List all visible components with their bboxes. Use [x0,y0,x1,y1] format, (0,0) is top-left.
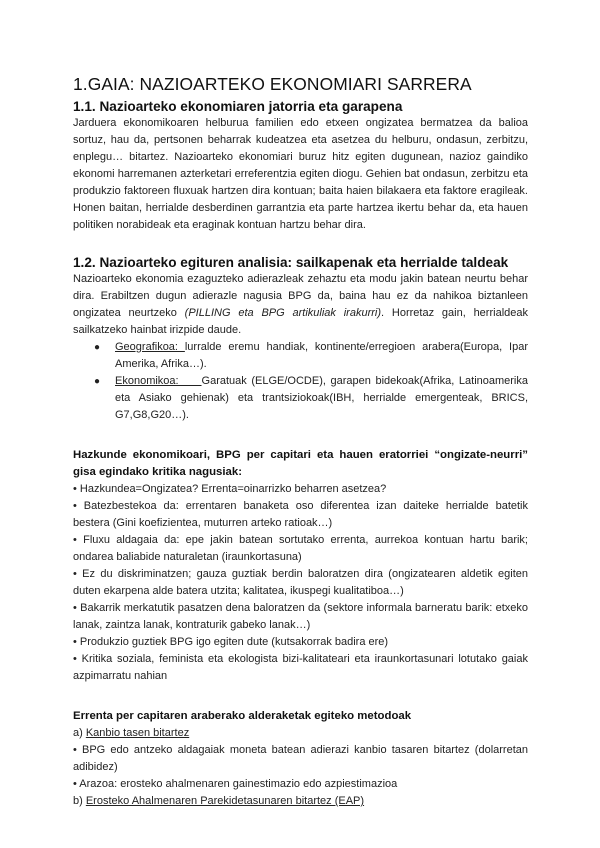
classification-list [73,339,528,424]
section-2-body [73,271,528,339]
section-2-heading: 1.2. Nazioarteko egituren analisia: sailkapenak eta herrialde taldeak [73,255,509,270]
list-item-label: Ekonomikoa: [115,375,202,387]
list-item-text: lurralde eremu handiak, kontinente/erregioen arabera(Europa, Ipar Amerika, Afrika…). [115,341,528,370]
section-1-heading: 1.1. Nazioarteko ekonomiaren jatorria eta garapena [73,99,403,114]
critique-item: • Batezbestekoa da: errentaren banaketa oso diferentea izan daiteke herrialde batetik bestera (Gini koefizientea, muturren arteko ratioak…) [73,500,528,529]
bullet-icon: ● [94,376,101,387]
methods-heading: Errenta per capitaren araberako alderaketak egiteko metodoak [73,710,412,722]
list-item-geografikoa [94,339,528,373]
critique-item: • Fluxu aldagaia da: epe jakin batean sortutako errenta, aurrekoa kontuan hartu barik; ondarea baliabide naturaletan (iraunkortasuna) [73,534,528,563]
critique-item: • Kritika soziala, feminista eta ekologista bizi-kalitateari eta iraunkortasunari lotutako gaiak azpimarratu nahian [73,653,528,682]
list-item-label: Geografikoa: [115,341,185,353]
critique-item: • Hazkundea=Ongizatea? Errenta=oinarrizko beharren asetzea? [73,483,387,495]
method-a-item: • Arazoa: erosteko ahalmenaren gainestimazio edo azpiestimazioa [73,778,398,790]
list-item-text: Garatuak (ELGE/OCDE), garapen bidekoak(Afrika, Latinoamerika eta Asiako gehienak) eta trantsiziokoak(IBH, herrialde emergenteak, BRICS, G7,G8,G20…). [115,375,528,421]
critique-item: • Produkzio guztiek BPG igo egiten dute (kutsakorrak badira ere) [73,636,389,648]
bullet-icon: ● [94,342,101,353]
section-1-body: Jarduera ekonomikoaren helburua familien edo etxeen ongizatea bermatzea da balioa sortuz, hau da, pertsonen beharrak kudeatzea eta asetzea du helburu, ondasun, zerbitzu, enplegu… bitartez. Nazioarteko ekonomiari buruz hitz egiten dugunean, nazioz gaindiko ekonomi harremanen azterketari erreferentzia egiten diogu. Gehien bat ondasun, zerbitzu eta produkzio faktoreen fluxuak hartzen dira kontuan; baita haien bilakaera eta faktore eragileak. Honen baitan, herrialde desberdinen garrantzia eta parte hartzea ikertu behar da, eta hauen politiken norabideak eta eraginak kontuan hartzu behar dira. [73,117,528,231]
method-b-prefix: b) [73,795,86,807]
method-a-item: • BPG edo antzeko aldagaiak moneta batean adierazi kanbio tasaren bitartez (dolarretan adibidez) [73,744,528,773]
section-2-body-end: . Horretaz gain, herrialdeak sailkatzeko hainbat irizpide daude. [73,307,528,336]
method-a-prefix: a) [73,727,86,739]
critique-heading: Hazkunde ekonomikoari, BPG per capitari eta hauen eratorriei “ongizate-neurri” gisa egindako kritika nagusiak: [73,449,528,478]
section-2-body-italic: (PILLING eta BPG artikuliak irakurri) [184,307,382,319]
method-b-label: Erosteko Ahalmenaren Parekidetasunaren bitartez (EAP) [85,795,365,807]
document-page [73,74,528,810]
method-a [73,725,528,742]
section-2-body-start: Nazioarteko ekonomia ezaguzteko adierazleak zehaztu eta modu jakin batean neurtu behar dira. Erabiltzen dugun adierazle nagusia BPG da, baina hau ez da nahikoa biztanleen ongizatea neurtzeko [73,273,528,319]
document-title: 1.GAIA: NAZIOARTEKO EKONOMIARI SARRERA [73,74,472,94]
critique-item: • Bakarrik merkatutik pasatzen dena baloratzen da (sektore informala barneratu barik: etxeko lanak, zaintza lanak, kontraturik gabeko lanak…) [73,602,528,631]
method-b [73,793,528,810]
critique-item: • Ez du diskriminatzen; gauza guztiak berdin baloratzen dira (ongizatearen aldetik egiten duten ekarpena alde batera utzita; kalitatea, ikuspegi kualitatiboa…) [73,568,528,597]
method-a-label: Kanbio tasen bitartez [85,727,190,739]
list-item-ekonomikoa [94,373,528,424]
